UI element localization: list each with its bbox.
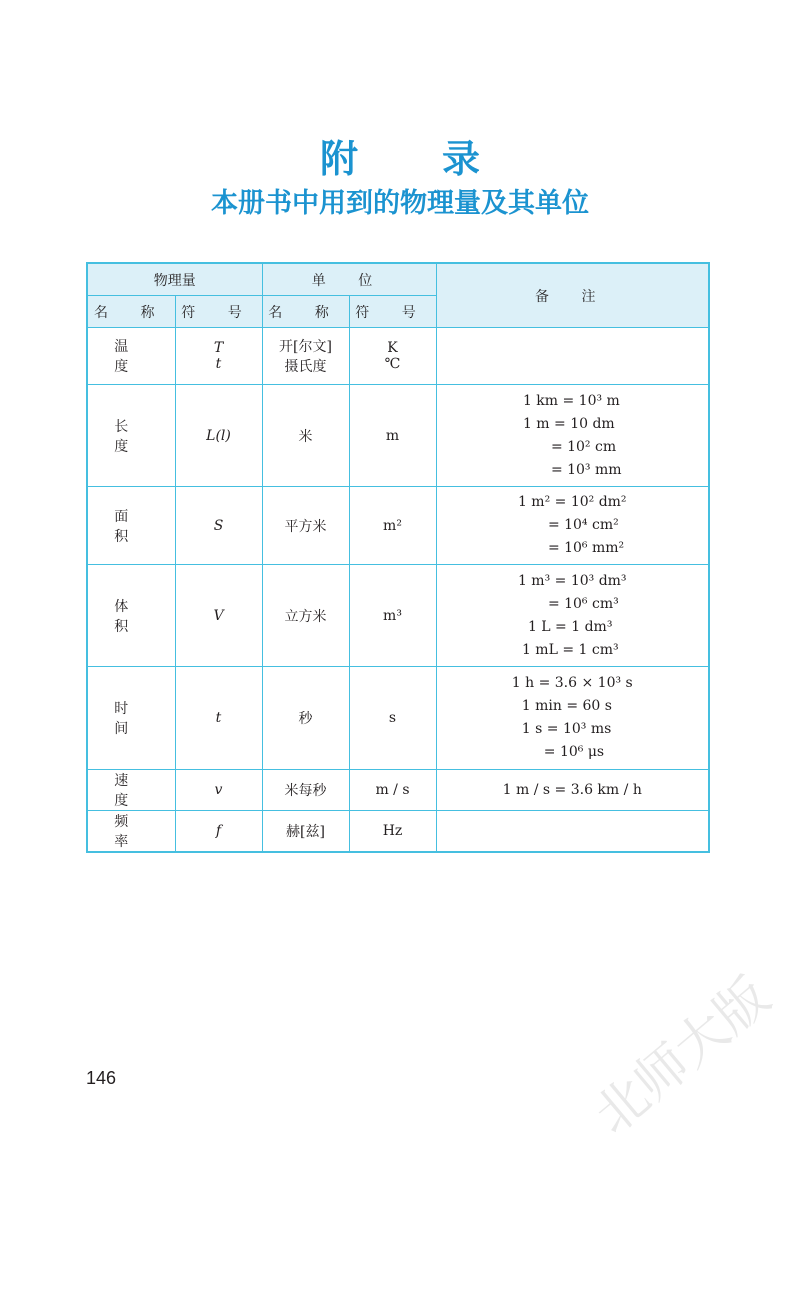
table-row xyxy=(87,385,709,487)
unit-symbol: m xyxy=(349,385,436,487)
quantity-symbol: S xyxy=(175,487,262,565)
quantity-symbol: V xyxy=(175,565,262,667)
unit-name: 米 xyxy=(262,385,349,487)
unit-symbol: m³ xyxy=(349,565,436,667)
table-row xyxy=(87,667,709,770)
header-quantity-group: 物理量 xyxy=(87,263,262,296)
header-quantity-name: 名 称 xyxy=(87,296,175,328)
quantity-symbol: t xyxy=(175,667,262,770)
unit-name: 立方米 xyxy=(262,565,349,667)
unit-symbol: K ℃ xyxy=(349,328,436,385)
remarks-cell: 1 m² = 10² dm² = 10⁴ cm² = 10⁶ mm² xyxy=(436,487,709,565)
quantity-name: 速 度 xyxy=(87,770,175,811)
remarks-cell: 1 m / s = 3.6 km / h xyxy=(436,770,709,811)
quantity-name: 时 间 xyxy=(87,667,175,770)
header-unit-symbol: 符 号 xyxy=(349,296,436,328)
quantity-name: 温 度 xyxy=(87,328,175,385)
quantity-symbol: T t xyxy=(175,328,262,385)
table-row xyxy=(87,487,709,565)
unit-name: 秒 xyxy=(262,667,349,770)
unit-name: 平方米 xyxy=(262,487,349,565)
header-quantity-symbol: 符 号 xyxy=(175,296,262,328)
unit-name: 赫[兹] xyxy=(262,811,349,853)
appendix-title-right: 录 xyxy=(442,137,481,181)
unit-name: 开[尔文] 摄氏度 xyxy=(262,328,349,385)
header-unit-name: 名 称 xyxy=(262,296,349,328)
units-table xyxy=(86,262,710,853)
appendix-title-left: 附 xyxy=(319,137,358,181)
page-subtitle: 本册书中用到的物理量及其单位 xyxy=(211,188,589,219)
appendix-title xyxy=(0,128,800,183)
table-row xyxy=(87,811,709,853)
quantity-name: 体 积 xyxy=(87,565,175,667)
publisher-watermark: 北师大版 xyxy=(583,966,782,1146)
remarks-cell: 1 m³ = 10³ dm³ = 10⁶ cm³ 1 L = 1 dm³ 1 mL = 1 cm³ xyxy=(436,565,709,667)
page-number: 146 xyxy=(86,1068,117,1088)
remarks-cell xyxy=(436,811,709,853)
remarks-cell xyxy=(436,328,709,385)
remarks-cell: 1 h = 3.6 × 10³ s 1 min = 60 s 1 s = 10³ ms = 10⁶ μs xyxy=(436,667,709,770)
quantity-symbol: v xyxy=(175,770,262,811)
remarks-cell: 1 km = 10³ m 1 m = 10 dm = 10² cm = 10³ mm xyxy=(436,385,709,487)
table-row xyxy=(87,565,709,667)
quantity-name: 长 度 xyxy=(87,385,175,487)
header-remarks: 备 注 xyxy=(436,263,709,328)
header-unit-group: 单 位 xyxy=(262,263,436,296)
quantity-symbol: L(l) xyxy=(175,385,262,487)
table-row xyxy=(87,770,709,811)
unit-symbol: m² xyxy=(349,487,436,565)
quantity-name: 面 积 xyxy=(87,487,175,565)
unit-symbol: m / s xyxy=(349,770,436,811)
quantity-name: 频 率 xyxy=(87,811,175,853)
unit-name: 米每秒 xyxy=(262,770,349,811)
unit-symbol: s xyxy=(349,667,436,770)
table-row xyxy=(87,328,709,385)
unit-symbol: Hz xyxy=(349,811,436,853)
quantity-symbol: f xyxy=(175,811,262,853)
